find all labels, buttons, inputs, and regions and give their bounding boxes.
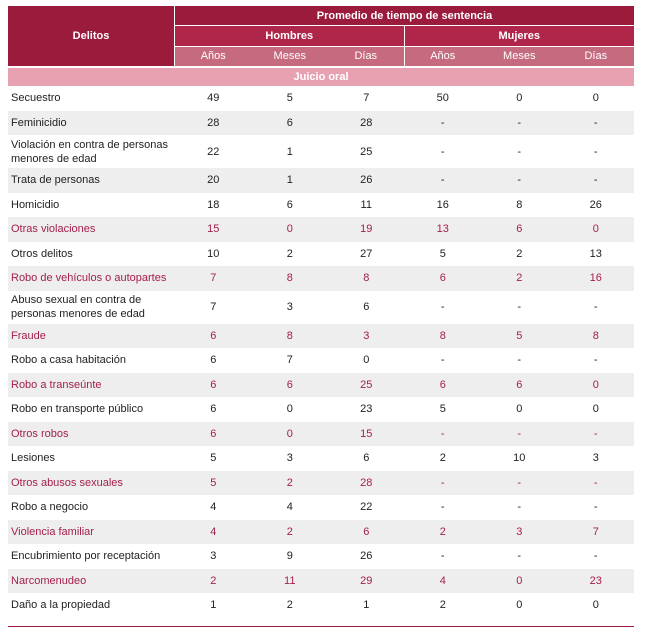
row-value-cell: -: [558, 111, 635, 136]
row-value-cell: 10: [207, 247, 220, 260]
header-unit-anos-mujeres: Años: [405, 47, 482, 66]
row-value-cell: 26: [328, 168, 405, 193]
sentence-time-table: [8, 6, 634, 618]
table-row: [8, 86, 634, 111]
row-value-cell: 4: [405, 569, 482, 594]
row-value-cell: 6: [210, 403, 217, 416]
row-value-cell: 7: [363, 92, 370, 105]
row-delito-label: Violación en contra de personas menores de edad: [11, 138, 168, 165]
row-value-cell: 4: [210, 501, 217, 514]
row-value-cell: 3: [286, 452, 293, 465]
row-value-cell: 8: [252, 324, 329, 349]
row-value-cell: 5: [175, 471, 252, 496]
row-value-cell: -: [440, 501, 445, 514]
row-value-cell: -: [558, 422, 635, 447]
row-value-cell: 6: [328, 520, 405, 545]
row-delito-label: Daño a la propiedad: [11, 599, 111, 612]
row-value-cell: 6: [363, 301, 370, 313]
row-value-cell: 6: [175, 324, 252, 349]
header-hombres: Hombres: [175, 26, 405, 46]
row-value-cell: 2: [175, 569, 252, 594]
row-value-cell: 0: [516, 403, 523, 416]
table-row: [8, 495, 634, 520]
row-value-cell: 6: [405, 373, 482, 398]
row-value-cell: 6: [363, 452, 370, 465]
row-value-cell: 6: [405, 266, 482, 291]
row-delito-label: Narcomenudeo: [8, 569, 175, 594]
row-delito-label: Secuestro: [11, 92, 61, 105]
table-row: [8, 373, 634, 398]
table-row: [8, 471, 634, 496]
row-value-cell: 2: [252, 520, 329, 545]
row-value-cell: 2: [516, 247, 523, 260]
row-value-cell: 9: [286, 550, 293, 563]
row-value-cell: -: [481, 471, 558, 496]
row-value-cell: 29: [328, 569, 405, 594]
row-value-cell: 2: [286, 247, 293, 260]
row-value-cell: 5: [210, 452, 217, 465]
row-value-cell: -: [517, 501, 522, 514]
row-value-cell: 22: [360, 501, 373, 514]
row-value-cell: 20: [175, 168, 252, 193]
row-value-cell: -: [558, 168, 635, 193]
row-value-cell: 0: [516, 599, 523, 612]
row-delito-label: Otros abusos sexuales: [8, 471, 175, 496]
row-value-cell: -: [405, 471, 482, 496]
row-value-cell: 15: [175, 217, 252, 242]
row-value-cell: -: [440, 301, 445, 313]
row-value-cell: 3: [481, 520, 558, 545]
row-value-cell: 6: [481, 373, 558, 398]
row-value-cell: 7: [558, 520, 635, 545]
row-value-cell: 49: [207, 92, 220, 105]
row-value-cell: 8: [328, 266, 405, 291]
row-value-cell: -: [517, 354, 522, 367]
row-value-cell: 3: [328, 324, 405, 349]
row-value-cell: 5: [481, 324, 558, 349]
table-row: [8, 217, 634, 242]
row-delito-label: Robo a casa habitación: [11, 354, 126, 367]
row-value-cell: 2: [439, 452, 446, 465]
row-value-cell: -: [517, 550, 522, 563]
table-row: [8, 266, 634, 291]
table-row: [8, 593, 634, 618]
row-value-cell: 0: [363, 354, 370, 367]
header-unit-meses-mujeres: Meses: [481, 47, 558, 66]
header-mujeres: Mujeres: [405, 26, 635, 46]
row-value-cell: -: [593, 354, 598, 367]
row-delito-label: Feminicidio: [8, 111, 175, 136]
header-unit-dias-mujeres: Días: [558, 47, 635, 66]
row-value-cell: -: [593, 501, 598, 514]
row-value-cell: 6: [210, 354, 217, 367]
row-delito-label: Violencia familiar: [8, 520, 175, 545]
row-value-cell: -: [593, 145, 598, 158]
row-value-cell: 0: [252, 217, 329, 242]
row-value-cell: 8: [405, 324, 482, 349]
row-value-cell: -: [517, 301, 522, 313]
row-value-cell: 10: [513, 452, 526, 465]
row-delito-label: Robo a transeúnte: [8, 373, 175, 398]
row-value-cell: -: [517, 145, 522, 158]
row-delito-label: Fraude: [8, 324, 175, 349]
row-value-cell: -: [593, 301, 598, 313]
row-value-cell: -: [405, 168, 482, 193]
table-row: [8, 348, 634, 373]
row-value-cell: 16: [436, 198, 449, 211]
table-row: [8, 324, 634, 349]
row-value-cell: 8: [252, 266, 329, 291]
row-value-cell: 5: [439, 403, 446, 416]
row-value-cell: 26: [589, 198, 602, 211]
header-promedio: Promedio de tiempo de sentencia: [175, 6, 634, 26]
row-value-cell: 6: [175, 373, 252, 398]
row-delito-label: Encubrimiento por receptación: [11, 550, 161, 563]
table-bottom-rule: [8, 626, 634, 627]
row-value-cell: 8: [558, 324, 635, 349]
row-value-cell: 6: [481, 217, 558, 242]
row-delito-label: Robo de vehículos o autopartes: [8, 266, 175, 291]
row-value-cell: -: [593, 550, 598, 563]
row-value-cell: 8: [516, 198, 523, 211]
row-value-cell: -: [481, 111, 558, 136]
row-delito-label: Trata de personas: [8, 168, 175, 193]
row-value-cell: 0: [592, 92, 599, 105]
row-value-cell: 0: [558, 373, 635, 398]
row-value-cell: 5: [286, 92, 293, 105]
row-value-cell: 18: [207, 198, 220, 211]
table-row: [8, 422, 634, 447]
row-value-cell: 28: [328, 111, 405, 136]
row-value-cell: 0: [252, 422, 329, 447]
row-value-cell: 6: [252, 373, 329, 398]
row-value-cell: 2: [405, 520, 482, 545]
table-row: [8, 193, 634, 218]
row-value-cell: -: [481, 422, 558, 447]
row-value-cell: 6: [286, 198, 293, 211]
row-value-cell: -: [440, 354, 445, 367]
row-value-cell: 7: [175, 266, 252, 291]
row-delito-label: Otros robos: [8, 422, 175, 447]
row-value-cell: 2: [286, 599, 293, 612]
row-value-cell: 1: [210, 599, 217, 612]
header-delitos: Delitos: [8, 6, 175, 66]
row-value-cell: 28: [328, 471, 405, 496]
table-row: [8, 397, 634, 422]
table-row: [8, 242, 634, 267]
row-value-cell: 1: [286, 145, 293, 158]
row-value-cell: 7: [286, 354, 293, 367]
table-row: [8, 135, 634, 168]
table-row: [8, 569, 634, 594]
row-value-cell: 15: [328, 422, 405, 447]
row-value-cell: -: [440, 145, 445, 158]
row-value-cell: 26: [360, 550, 373, 563]
row-value-cell: 4: [175, 520, 252, 545]
sentence-time-table-container: [8, 6, 634, 618]
row-value-cell: 11: [252, 569, 329, 594]
row-delito-label: Otros delitos: [11, 247, 73, 260]
table-row: [8, 291, 634, 324]
row-value-cell: 23: [558, 569, 635, 594]
row-value-cell: 19: [328, 217, 405, 242]
row-value-cell: 25: [360, 145, 373, 158]
row-value-cell: -: [440, 550, 445, 563]
row-delito-label: Robo a negocio: [11, 501, 89, 514]
row-value-cell: 23: [360, 403, 373, 416]
row-value-cell: 13: [405, 217, 482, 242]
row-delito-label: Abuso sexual en contra de personas menores de edad: [11, 294, 145, 320]
row-value-cell: 5: [439, 247, 446, 260]
row-value-cell: -: [405, 111, 482, 136]
row-value-cell: -: [405, 422, 482, 447]
row-delito-label: Lesiones: [11, 452, 56, 465]
row-delito-label: Robo en transporte público: [11, 403, 144, 416]
row-value-cell: 50: [436, 92, 449, 105]
row-value-cell: 2: [439, 599, 446, 612]
header-unit-dias-hombres: Días: [328, 47, 405, 66]
row-value-cell: 6: [252, 111, 329, 136]
row-delito-label: Otras violaciones: [8, 217, 175, 242]
row-value-cell: 0: [286, 403, 293, 416]
row-delito-label: Homicidio: [11, 198, 60, 211]
header-unit-meses-hombres: Meses: [252, 47, 329, 66]
row-value-cell: 0: [558, 217, 635, 242]
table-row: [8, 544, 634, 569]
header-unit-anos-hombres: Años: [175, 47, 252, 66]
row-value-cell: 3: [210, 550, 217, 563]
row-value-cell: 0: [481, 569, 558, 594]
row-value-cell: 0: [592, 599, 599, 612]
row-value-cell: 13: [589, 247, 602, 260]
table-row: [8, 111, 634, 136]
row-value-cell: 0: [592, 403, 599, 416]
row-value-cell: 2: [481, 266, 558, 291]
row-value-cell: 11: [360, 198, 372, 211]
row-value-cell: 1: [252, 168, 329, 193]
table-row: [8, 520, 634, 545]
row-value-cell: -: [481, 168, 558, 193]
row-value-cell: 7: [210, 301, 217, 313]
row-value-cell: 3: [286, 301, 293, 313]
row-value-cell: 28: [175, 111, 252, 136]
row-value-cell: 0: [516, 92, 523, 105]
row-value-cell: 27: [360, 247, 373, 260]
row-value-cell: 3: [592, 452, 599, 465]
row-value-cell: 1: [363, 599, 370, 612]
row-value-cell: 22: [207, 145, 220, 158]
row-value-cell: 2: [252, 471, 329, 496]
row-value-cell: 6: [175, 422, 252, 447]
row-value-cell: 25: [328, 373, 405, 398]
table-row: [8, 168, 634, 193]
section-juicio-oral: Juicio oral: [8, 66, 634, 86]
table-row: [8, 446, 634, 471]
row-value-cell: -: [558, 471, 635, 496]
row-value-cell: 16: [558, 266, 635, 291]
row-value-cell: 4: [286, 501, 293, 514]
